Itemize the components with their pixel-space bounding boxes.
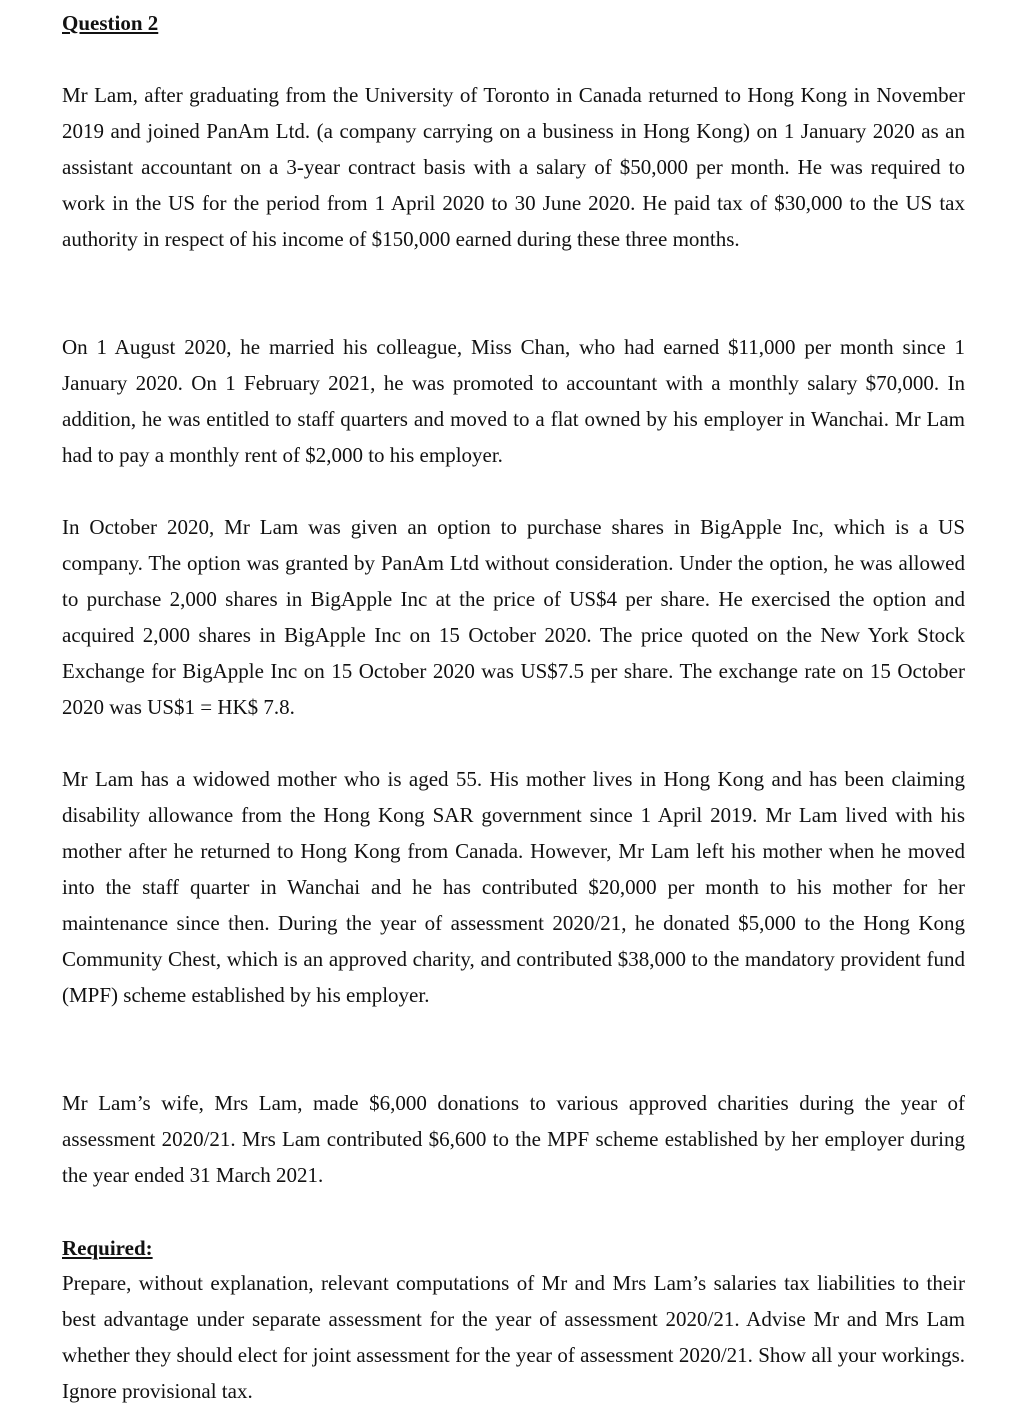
required-instructions: Prepare, without explanation, relevant computations of Mr and Mrs Lam’s salaries tax liabilities to their best advantage under separate assessment for the year of assessment 2020/21. Advise Mr and Mrs Lam whether they should elect for joint assessment for the year of assessment 2020/21. Show all your workings. Ignore provisional tax. — [62, 1271, 965, 1403]
paragraph-mrs-lam: Mr Lam’s wife, Mrs Lam, made $6,000 donations to various approved charities during the year of assessment 2020/21. Mrs Lam contributed $6,600 to the MPF scheme established by her employer during the year ended 31 March 2021. — [62, 1091, 965, 1187]
paragraph-mother-deductions: Mr Lam has a widowed mother who is aged 55. His mother lives in Hong Kong and has been claiming disability allowance from the Hong Kong SAR government since 1 April 2019. Mr Lam lived with his mother after he returned to Hong Kong from Canada. However, Mr Lam left his mother when he moved into the staff quarter in Wanchai and he has contributed $20,000 per month to his mother for her maintenance since then. During the year of assessment 2020/21, he donated $5,000 to the Hong Kong Community Chest, which is an approved charity, and contributed $38,000 to the mandatory provident fund (MPF) scheme established by his employer. — [62, 767, 965, 1007]
paragraph-marriage-promotion: On 1 August 2020, he married his colleague, Miss Chan, who had earned $11,000 per month since 1 January 2020. On 1 February 2021, he was promoted to accountant with a monthly salary $70,000. In addition, he was entitled to staff quarters and moved to a flat owned by his employer in Wanchai. Mr Lam had to pay a monthly rent of $2,000 to his employer. — [62, 335, 965, 467]
paragraph-employment-background: Mr Lam, after graduating from the University of Toronto in Canada returned to Hong Kong in November 2019 and joined PanAm Ltd. (a company carrying on a business in Hong Kong) on 1 January 2020 as an assistant accountant on a 3-year contract basis with a salary of $50,000 per month. He was required to work in the US for the period from 1 April 2020 to 30 June 2020. He paid tax of $30,000 to the US tax authority in respect of his income of $150,000 earned during these three months. — [62, 83, 965, 251]
paragraph-share-option: In October 2020, Mr Lam was given an option to purchase shares in BigApple Inc, which is a US company. The option was granted by PanAm Ltd without consideration. Under the option, he was allowed to purchase 2,000 shares in BigApple Inc at the price of US$4 per share. He exercised the option and acquired 2,000 shares in BigApple Inc on 15 October 2020. The price quoted on the New York Stock Exchange for BigApple Inc on 15 October 2020 was US$7.5 per share. The exchange rate on 15 October 2020 was US$1 = HK$ 7.8. — [62, 515, 965, 719]
required-title: Required: — [62, 1236, 153, 1260]
question-title: Question 2 — [62, 11, 159, 35]
